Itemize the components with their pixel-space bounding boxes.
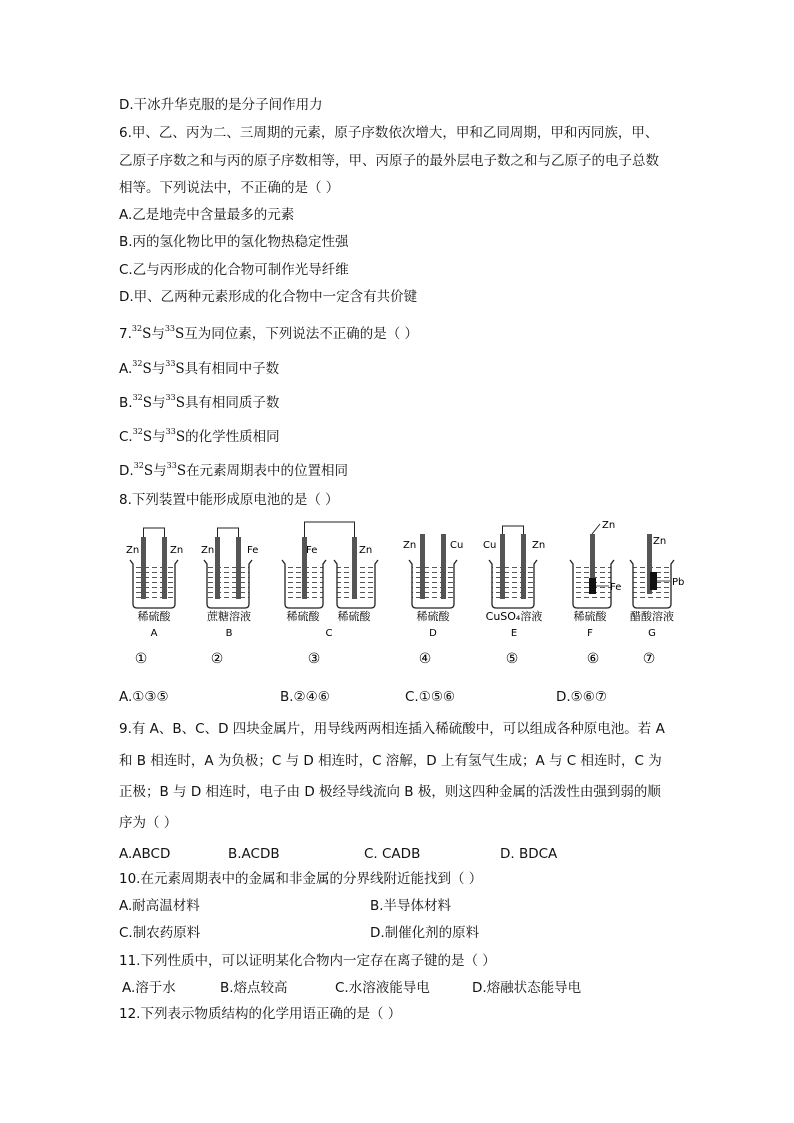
q8-option-d: D.⑤⑥⑦ <box>556 689 607 705</box>
q9-stem-3: 正极；B 与 D 相连时，电子由 D 极经导线流向 B 极，则这四种金属的活泼性由强到弱的顺 <box>119 784 661 800</box>
q9-stem-4: 序为（ ） <box>119 815 178 831</box>
q12-stem: 12.下列表示物质结构的化学用语正确的是（ ） <box>119 1006 402 1022</box>
solution-c-right: 稀硫酸 <box>337 610 371 623</box>
q11-option-c: C.水溶液能导电 <box>335 980 430 996</box>
q10-option-b: B.半导体材料 <box>370 898 452 914</box>
label-e-left: Cu <box>483 540 497 551</box>
label-d-right: Cu <box>450 540 464 551</box>
label-a-right: Zn <box>170 545 184 556</box>
q10-option-d: D.制催化剂的原料 <box>370 925 480 941</box>
q6-option-c: C.乙与丙形成的化合物可制作光导纤维 <box>119 262 349 278</box>
label-g-top: Zn <box>653 536 667 547</box>
q6-stem-3: 相等。下列说法中，不正确的是（ ） <box>119 180 340 196</box>
q6-stem-1: 6.甲、乙、丙为二、三周期的元素，原子序数依次增大，甲和乙同周期，甲和丙同族，甲、 <box>119 125 659 141</box>
circle-num-1: ① <box>134 651 148 667</box>
q8-apparatus-figure <box>0 520 794 680</box>
electrode-a-right <box>162 537 167 599</box>
letter-g: G <box>648 628 656 639</box>
letter-b: B <box>225 628 233 639</box>
device-c <box>282 522 378 667</box>
q9-option-a: A.ABCD <box>119 846 171 862</box>
q8-option-a: A.①③⑤ <box>119 689 169 705</box>
device-a <box>126 528 183 667</box>
q9-option-b: B.ACDB <box>228 846 280 862</box>
q8-stem: 8.下列装置中能形成原电池的是（ ） <box>119 492 339 508</box>
q9-option-c: C. CADB <box>364 846 421 862</box>
label-b-right: Fe <box>247 545 259 556</box>
letter-e: E <box>510 628 518 639</box>
circle-num-7: ⑦ <box>642 651 656 667</box>
electrode-a-left <box>141 537 146 599</box>
label-e-right: Zn <box>532 540 546 551</box>
q10-stem: 10.在元素周期表中的金属和非金属的分界线附近能找到（ ） <box>119 871 483 887</box>
q10-option-c: C.制农药原料 <box>119 925 201 941</box>
q9-stem-2: 和 B 相连时，A 为负极；C 与 D 相连时，C 溶解，D 上有氢气生成；A 与 C 相连时，C 为 <box>119 753 662 769</box>
q7-stem: 7.32S与$^{33}$S互为同位素，下列说法不正确的是（ ） <box>119 324 419 342</box>
q9-option-d: D. BDCA <box>500 846 558 862</box>
letter-c: C <box>325 628 333 639</box>
label-c-left: Fe <box>306 545 318 556</box>
q11-option-a: A.溶于水 <box>122 980 176 996</box>
q11-option-b: B.熔点较高 <box>220 980 288 996</box>
label-a-left: Zn <box>126 545 140 556</box>
q8-option-b: B.②④⑥ <box>280 689 330 705</box>
device-g <box>630 534 684 667</box>
circle-num-4: ④ <box>418 651 432 667</box>
q10-option-a: A.耐高温材料 <box>119 898 200 914</box>
letter-a: A <box>150 628 158 639</box>
device-b <box>201 528 258 667</box>
solution-f: 稀硫酸 <box>573 610 607 623</box>
q7-option-b: B.$^{32}$S与$^{33}$S具有相同质子数 <box>119 393 280 411</box>
q6-option-a: A.乙是地壳中含量最多的元素 <box>119 207 295 223</box>
label-d-left: Zn <box>403 540 417 551</box>
q6-option-b: B.丙的氢化物比甲的氢化物热稳定性强 <box>119 234 349 250</box>
device-e <box>483 526 545 667</box>
solution-g: 醋酸溶液 <box>630 610 674 623</box>
q8-option-c: C.①⑤⑥ <box>405 689 456 705</box>
q11-option-d: D.熔融状态能导电 <box>472 980 582 996</box>
q6-option-d: D.甲、乙两种元素形成的化合物中一定含有共价键 <box>119 289 418 305</box>
solution-e: CuSO₄溶液 <box>485 610 543 623</box>
label-b-left: Zn <box>201 545 215 556</box>
label-f-side: Fe <box>610 582 622 593</box>
q5-option-d: D.干冰升华克服的是分子间作用力 <box>119 97 323 113</box>
q11-stem: 11.下列性质中，可以证明某化合物内一定存在离子键的是（ ） <box>119 953 496 969</box>
q9-stem-1: 9.有 A、B、C、D 四块金属片，用导线两两相连插入稀硫酸中，可以组成各种原电池。若 A <box>119 721 665 737</box>
circle-num-3: ③ <box>307 651 321 667</box>
circle-num-6: ⑥ <box>586 651 600 667</box>
device-d <box>403 534 463 667</box>
q7-option-c: C.$^{32}$S与$^{33}$S的化学性质相同 <box>119 427 280 445</box>
solution-c-left: 稀硫酸 <box>286 610 320 623</box>
solution-b: 蔗糖溶液 <box>207 610 251 623</box>
label-c-right: Zn <box>359 545 373 556</box>
solution-a: 稀硫酸 <box>137 610 171 623</box>
solution-d: 稀硫酸 <box>416 610 450 623</box>
device-f <box>570 520 621 667</box>
q7-option-d: D.$^{32}$S与$^{33}$S在元素周期表中的位置相同 <box>119 461 349 479</box>
label-g-side: Pb <box>672 577 685 588</box>
circle-num-5: ⑤ <box>505 651 519 667</box>
letter-f: F <box>587 628 593 639</box>
letter-d: D <box>429 628 437 639</box>
q7-option-a: A.$^{32}$S与$^{33}$S具有相同中子数 <box>119 359 280 377</box>
label-f-top: Zn <box>602 520 616 531</box>
circle-num-2: ② <box>210 651 224 667</box>
q6-stem-2: 乙原子序数之和与丙的原子序数相等，甲、丙原子的最外层电子数之和与乙原子的电子总数 <box>119 153 659 169</box>
